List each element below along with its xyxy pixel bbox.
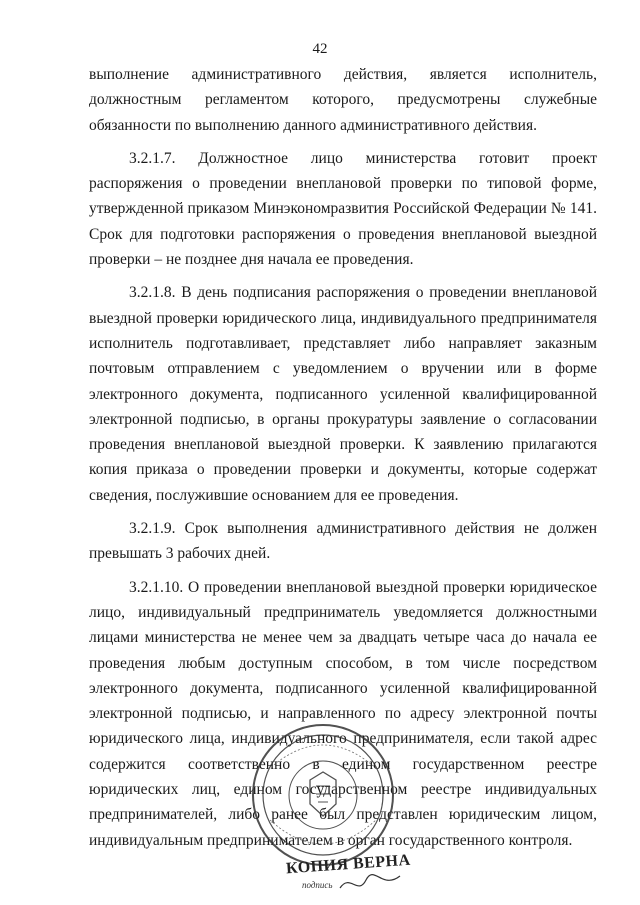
official-seal-icon xyxy=(248,720,398,870)
page-number: 42 xyxy=(312,41,328,57)
paragraph-3-2-1-9: 3.2.1.9. Срок выполнения административного действия не должен превышать 3 рабочих дней. xyxy=(89,520,597,563)
paragraph-continuation: выполнение административного действия, является исполнитель, должностным регламентом которого, предусмотрены служебные обязанности по выполнению данного административного действия. xyxy=(89,66,597,134)
signature-caption: подпись xyxy=(302,880,333,890)
paragraph-3-2-1-10: 3.2.1.10. О проведении внеплановой выездной проверки юридическое лицо, индивидуальный предприниматель уведомляется должностными лицами министерства не менее чем за двадцать четыре часа до начала ее проведения любым доступным способом, в том числе посредством электронного документа, подписанного усиленной квалифицированной электронной подписью, и направленного по адресу электронной почты юридического лица, индивидуального предпринимателя, если такой адрес содержится соответственно в едином государственном реестре юридических лиц, едином государственном реестре индивидуальных предпринимателей, либо ранее был представлен юридическим лицом, индивидуальным предпринимателем в орган государственного контроля. xyxy=(89,578,597,849)
handwritten-signature-icon xyxy=(300,868,410,898)
paragraph-3-2-1-8: 3.2.1.8. В день подписания распоряжения о проведении внеплановой выездной проверки юридического лица, индивидуального предпринимателя исполнитель подготавливает, представляет либо направляет заказным почтовым отправлением с уведомлением о вручении или в форме электронного документа, подписанного усиленной квалифицированной электронной подписью, в органы прокуратуры заявление о согласовании проведения внеплановой выездной проверки. К заявлению прилагаются копия приказа о проведении проверки и документы, которые содержат сведения, послужившие основанием для ее проведения. xyxy=(89,284,597,504)
copy-certified-stamp: КОПИЯ ВЕРНА xyxy=(285,851,412,878)
paragraph-3-2-1-7: 3.2.1.7. Должностное лицо министерства готовит проект распоряжения о проведении внеплановой проверки по типовой форме, утвержденной приказом Минэкономразвития Российской Федерации № 141. Срок для подготовки распоряжения о проведения внеплановой выездной проверки – не позднее дня начала ее проведения. xyxy=(89,149,597,269)
